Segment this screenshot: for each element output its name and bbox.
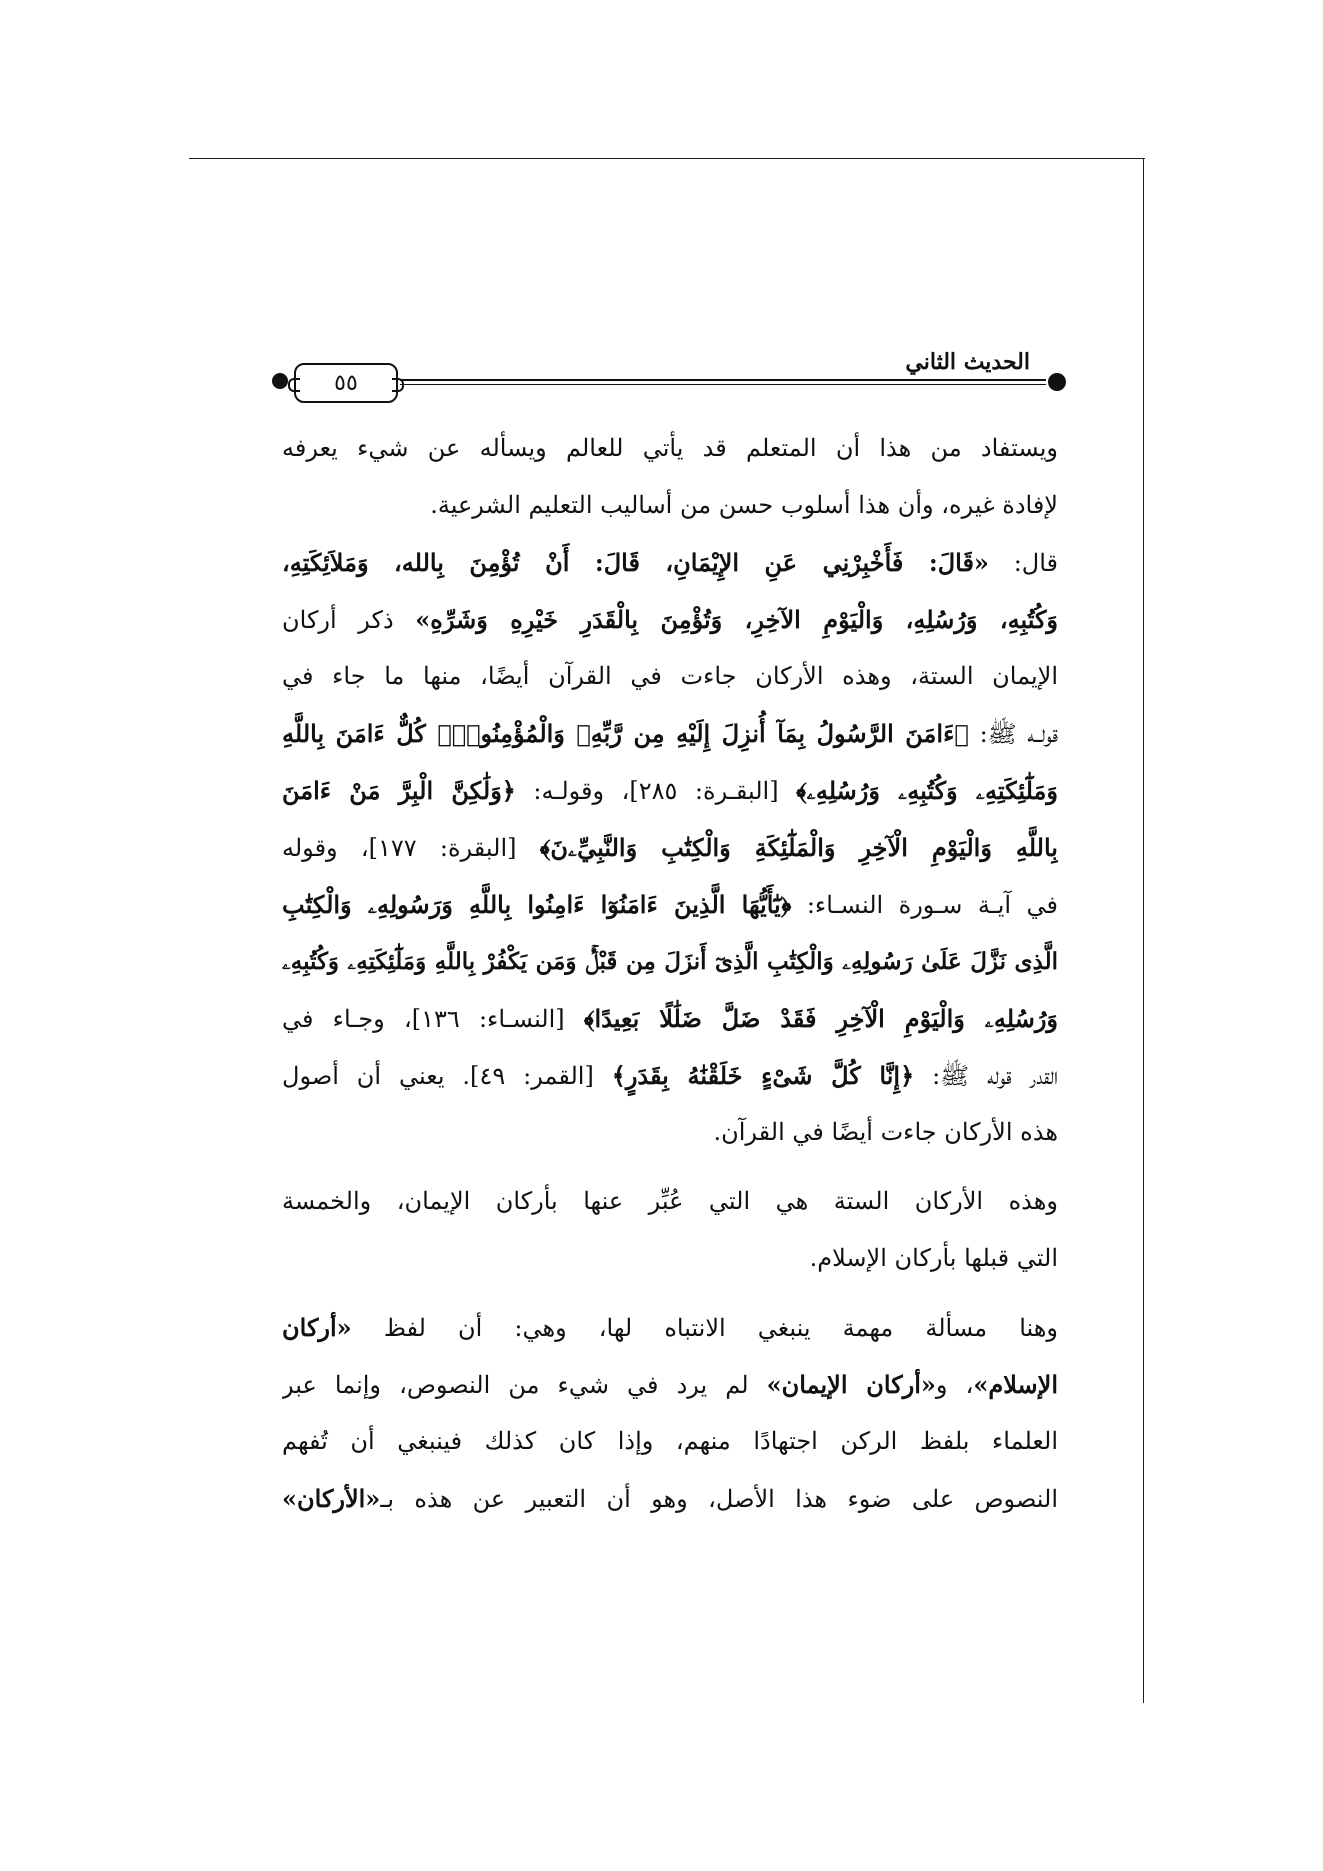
text-line: التي قبلها بأركان الإسلام. bbox=[809, 1244, 1058, 1272]
hadith-quote: «قَالَ: فَأَخْبِرْنِي عَنِ الإِيْمَانِ، قَالَ: أَنْ تُؤْمِنَ بِالله، وَمَلاَئِكَتِهِ، bbox=[282, 548, 989, 577]
text-line: وَرُسُلِهِۦ وَالْيَوْمِ الْآخِرِ فَقَدْ ضَلَّ ضَلَٰلًا بَعِيدًا﴾ [النسـاء: ١٣٦]، وجـاء في bbox=[282, 1004, 1058, 1033]
header-rule-thin bbox=[400, 384, 1046, 385]
text-line: هذه الأركان جاءت أيضًا في القرآن. bbox=[713, 1118, 1058, 1146]
page-number: ٥٥ bbox=[334, 370, 358, 396]
text-line: بِاللَّهِ وَالْيَوْمِ الْآخِرِ وَالْمَلَٰٓئِكَةِ وَالْكِتَٰبِ وَالنَّبِيِّۦنَ﴾ [البقرة: ١٧٧]، وقوله bbox=[282, 833, 1058, 862]
term-quote: الإسلام» bbox=[973, 1370, 1058, 1399]
text-line: الإيمان الستة، وهذه الأركان جاءت في القرآن أيضًا، منها ما جاء في bbox=[282, 662, 1058, 690]
page-number-frame bbox=[294, 363, 398, 403]
quran-verse: الَّذِى نَزَّلَ عَلَىٰ رَسُولِهِۦ وَالْكِتَٰبِ الَّذِىٓ أَنزَلَ مِن قَبْلُۚ وَمَن يَكْفُرْ بِاللَّهِ وَمَلَٰٓئِكَتِهِۦ وَكُتُبِهِۦ bbox=[282, 948, 1058, 975]
page-body bbox=[282, 420, 1058, 1527]
text-line: وهذه الأركان الستة هي التي عُبِّر عنها بأركان الإيمان، والخمسة bbox=[282, 1187, 1058, 1215]
term-quote: «أركان bbox=[282, 1313, 352, 1342]
text-line: العلماء بلفظ الركن اجتهادًا منهم، وإذا كان كذلك فينبغي أن تُفهم bbox=[282, 1427, 1058, 1455]
text-line: ويستفاد من هذا أن المتعلم قد يأتي للعالم ويسأله عن شيء يعرفه bbox=[282, 434, 1058, 462]
text-line: النصوص على ضوء هذا الأصل، وهو أن التعبير عن هذه بـ«الأركان» bbox=[282, 1484, 1058, 1513]
ornament-dot-left bbox=[272, 373, 288, 389]
hadith-quote: وَكُتُبِهِ، وَرُسُلِهِ، وَالْيَوْمِ الآخِرِ، وَتُؤْمِنَ بِالْقَدَرِ خَيْرِهِ وَشَرِّهِ» bbox=[415, 605, 1058, 634]
text-line: قال: «قَالَ: فَأَخْبِرْنِي عَنِ الإِيْمَانِ، قَالَ: أَنْ تُؤْمِنَ بِالله، وَمَلاَئِكَتِهِ، bbox=[282, 548, 1058, 577]
text-line: في آيـة سـورة النسـاء: ﴿يَٰٓأَيُّهَا الَّذِينَ ءَامَنُوٓا ءَامِنُوا بِاللَّهِ وَرَسُولِهِۦ وَالْكِتَٰبِ bbox=[282, 890, 1058, 919]
quran-verse: ﴿ءَامَنَ الرَّسُولُ بِمَآ أُنزِلَ إِلَيْهِ مِن رَّبِّهِۦ وَالْمُؤْمِنُونَۚ كُلٌّ ءَامَنَ بِاللَّهِ bbox=[282, 719, 969, 748]
quran-verse: بِاللَّهِ وَالْيَوْمِ الْآخِرِ وَالْمَلَٰٓئِكَةِ وَالْكِتَٰبِ وَالنَّبِيِّۦنَ﴾ bbox=[539, 833, 1058, 862]
ornament-dot-right bbox=[1048, 373, 1066, 391]
quran-verse: ﴿إِنَّا كُلَّ شَىْءٍ خَلَقْنَٰهُ بِقَدَرٍ﴾ bbox=[611, 1061, 915, 1090]
text-line: وَمَلَٰٓئِكَتِهِۦ وَكُتُبِهِۦ وَرُسُلِهِۦ﴾ [البقـرة: ٢٨٥]، وقولـه: ﴿وَلَٰكِنَّ الْبِرَّ مَنْ ءَامَنَ bbox=[282, 776, 1058, 805]
quran-verse: وَرُسُلِهِۦ وَالْيَوْمِ الْآخِرِ فَقَدْ ضَلَّ ضَلَٰلًا بَعِيدًا﴾ bbox=[583, 1004, 1058, 1033]
quran-verse: ﴿يَٰٓأَيُّهَا الَّذِينَ ءَامَنُوٓا ءَامِنُوا بِاللَّهِ وَرَسُولِهِۦ وَالْكِتَٰبِ bbox=[282, 890, 792, 919]
page-header bbox=[282, 349, 1058, 397]
term-quote: «الأركان» bbox=[282, 1484, 381, 1513]
text-line: الإسلام»، و«أركان الإيمان» لم يرد في شيء من النصوص، وإنما عبر bbox=[282, 1370, 1058, 1399]
text-line: القدر قوله ﷺ: ﴿إِنَّا كُلَّ شَىْءٍ خَلَقْنَٰهُ بِقَدَرٍ﴾ [القمر: ٤٩]. يعني أن أصول bbox=[282, 1061, 1058, 1090]
text-line bbox=[282, 933, 1058, 990]
quran-verse: ﴿وَلَٰكِنَّ الْبِرَّ مَنْ ءَامَنَ bbox=[282, 776, 516, 805]
text-line: قولــه ﷺ: ﴿ءَامَنَ الرَّسُولُ بِمَآ أُنزِلَ إِلَيْهِ مِن رَّبِّهِۦ وَالْمُؤْمِنُونَۚ كُلٌّ ءَامَنَ بِاللَّهِ bbox=[282, 719, 1058, 748]
crop-mark-top bbox=[189, 158, 1145, 159]
crop-mark-right bbox=[1143, 158, 1144, 1703]
text-line: وهنا مسألة مهمة ينبغي الانتباه لها، وهي: أن لفظ «أركان bbox=[282, 1313, 1058, 1342]
text-line: وَكُتُبِهِ، وَرُسُلِهِ، وَالْيَوْمِ الآخِرِ، وَتُؤْمِنَ بِالْقَدَرِ خَيْرِهِ وَشَرِّهِ» ذكر أركان bbox=[282, 605, 1058, 634]
term-quote: «أركان الإيمان» bbox=[766, 1370, 936, 1399]
running-title: الحديث الثاني bbox=[905, 349, 1030, 375]
quran-verse: وَمَلَٰٓئِكَتِهِۦ وَكُتُبِهِۦ وَرُسُلِهِۦ﴾ bbox=[796, 776, 1058, 805]
text-line: لإفادة غيره، وأن هذا أسلوب حسن من أساليب التعليم الشرعية. bbox=[430, 491, 1058, 519]
header-rule bbox=[400, 379, 1046, 381]
